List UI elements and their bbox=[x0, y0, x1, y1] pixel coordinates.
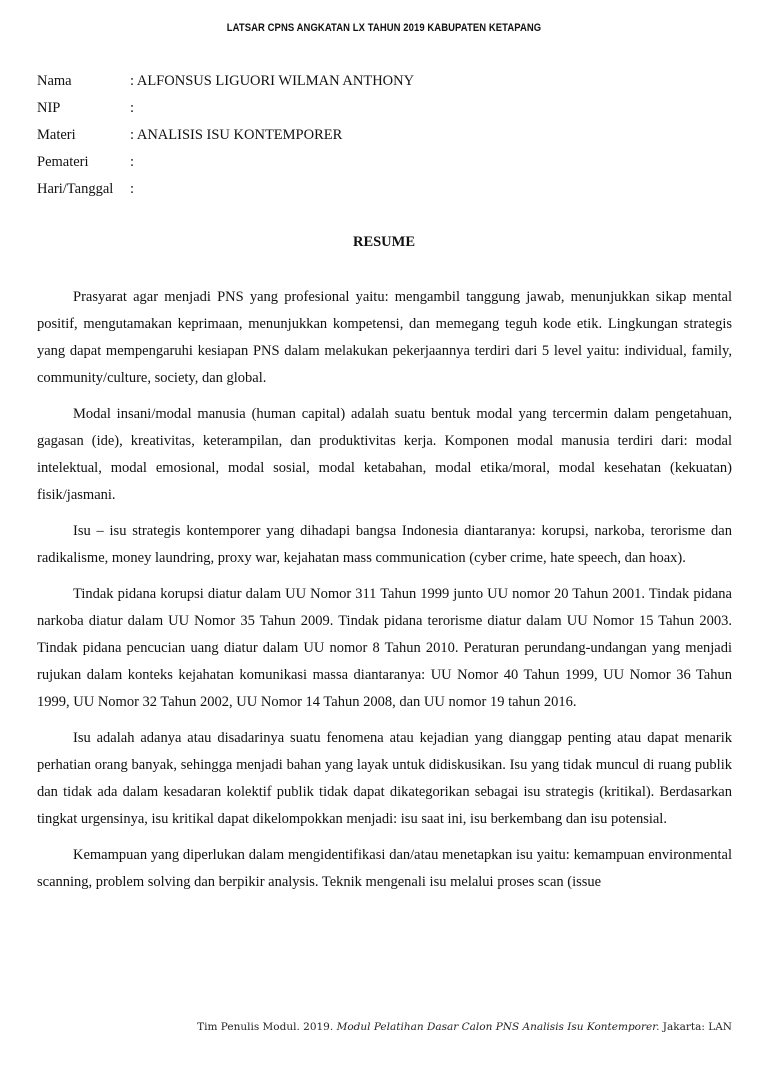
page-header: LATSAR CPNS ANGKATAN LX TAHUN 2019 KABUPATEN KETAPANG bbox=[226, 22, 542, 34]
meta-row-pemateri bbox=[37, 152, 737, 179]
paragraph: Prasyarat agar menjadi PNS yang profesional yaitu: mengambil tanggung jawab, menunjukkan sikap mental positif, mengutamakan keprimaan, menunjukkan kompetensi, dan memegang teguh kode etik. Lingkungan strategis yang dapat mempengaruhi kesiapan PNS dalam melakukan pekerjaannya terdiri dari 5 level yaitu: individual, family, community/culture, society, dan global. bbox=[37, 289, 732, 386]
paragraph: Tindak pidana korupsi diatur dalam UU Nomor 311 Tahun 1999 junto UU nomor 20 Tahun 2001. Tindak pidana narkoba diatur dalam UU Nomor 35 Tahun 2009. Tindak pidana terorisme diatur dalam UU Nomor 15 Tahun 2003. Tindak pidana pencucian uang diatur dalam UU nomor 8 Tahun 2010. Peraturan perundang-undangan yang menjadi rujukan dalam konteks kejahatan komunikasi massa diantaranya: UU Nomor 40 Tahun 1999, UU Nomor 36 Tahun 1999, UU Nomor 32 Tahun 2002, UU Nomor 14 Tahun 2008, dan UU nomor 19 tahun 2016. bbox=[37, 586, 732, 710]
paragraph: Modal insani/modal manusia (human capital) adalah suatu bentuk modal yang tercermin dalam pengetahuan, gagasan (ide), kreativitas, keterampilan, dan produktivitas kerja. Komponen modal manusia terdiri dari: modal intelektual, modal emosional, modal sosial, modal ketabahan, modal etika/moral, modal kesehatan (kekuatan) fisik/jasmani. bbox=[37, 406, 732, 503]
meta-value: : bbox=[130, 181, 135, 197]
meta-row-materi bbox=[37, 125, 737, 152]
meta-value: : bbox=[130, 100, 135, 116]
meta-row-nip bbox=[37, 98, 737, 125]
meta-row-hari-tanggal bbox=[37, 179, 737, 206]
meta-label: Hari/Tanggal bbox=[37, 181, 114, 197]
meta-label: Pemateri bbox=[37, 154, 89, 170]
identity-block bbox=[37, 71, 737, 206]
meta-label: NIP bbox=[37, 100, 61, 116]
document-title: RESUME bbox=[352, 234, 416, 250]
meta-label: Materi bbox=[37, 127, 76, 143]
paragraph: Isu – isu strategis kontemporer yang dihadapi bangsa Indonesia diantaranya: korupsi, narkoba, terorisme dan radikalisme, money laundring, proxy war, kejahatan mass communication (cyber crime, hate speech, dan hoax). bbox=[37, 523, 732, 566]
paragraph: Kemampuan yang diperlukan dalam mengidentifikasi dan/atau menetapkan isu yaitu: kemampuan environmental scanning, problem solving dan berpikir analysis. Teknik mengenali isu melalui proses scan (issue bbox=[37, 847, 732, 890]
meta-value: : ANALISIS ISU KONTEMPORER bbox=[130, 127, 343, 143]
meta-value: : bbox=[130, 154, 135, 170]
meta-row-nama bbox=[37, 71, 737, 98]
citation-authors: Tim Penulis Modul. 2019. bbox=[197, 1021, 334, 1033]
meta-label: Nama bbox=[37, 73, 72, 89]
citation-publisher: Jakarta: LAN bbox=[662, 1021, 732, 1033]
meta-value: : ALFONSUS LIGUORI WILMAN ANTHONY bbox=[130, 73, 415, 89]
document-body bbox=[37, 284, 732, 905]
paragraph: Isu adalah adanya atau disadarinya suatu fenomena atau kejadian yang dianggap penting atau dapat menarik perhatian orang banyak, sehingga menjadi bahan yang layak untuk didiskusikan. Isu yang tidak muncul di ruang publik dan tidak ada dalam kesadaran kolektif publik tidak dapat dikategorikan sebagai isu strategis (kritikal). Berdasarkan tingkat urgensinya, isu kritikal dapat dikelompokkan menjadi: isu saat ini, isu berkembang dan isu potensial. bbox=[37, 730, 732, 827]
citation-title: Modul Pelatihan Dasar Calon PNS Analisis Isu Kontemporer. bbox=[336, 1021, 660, 1033]
page-footer-citation bbox=[0, 1021, 732, 1033]
